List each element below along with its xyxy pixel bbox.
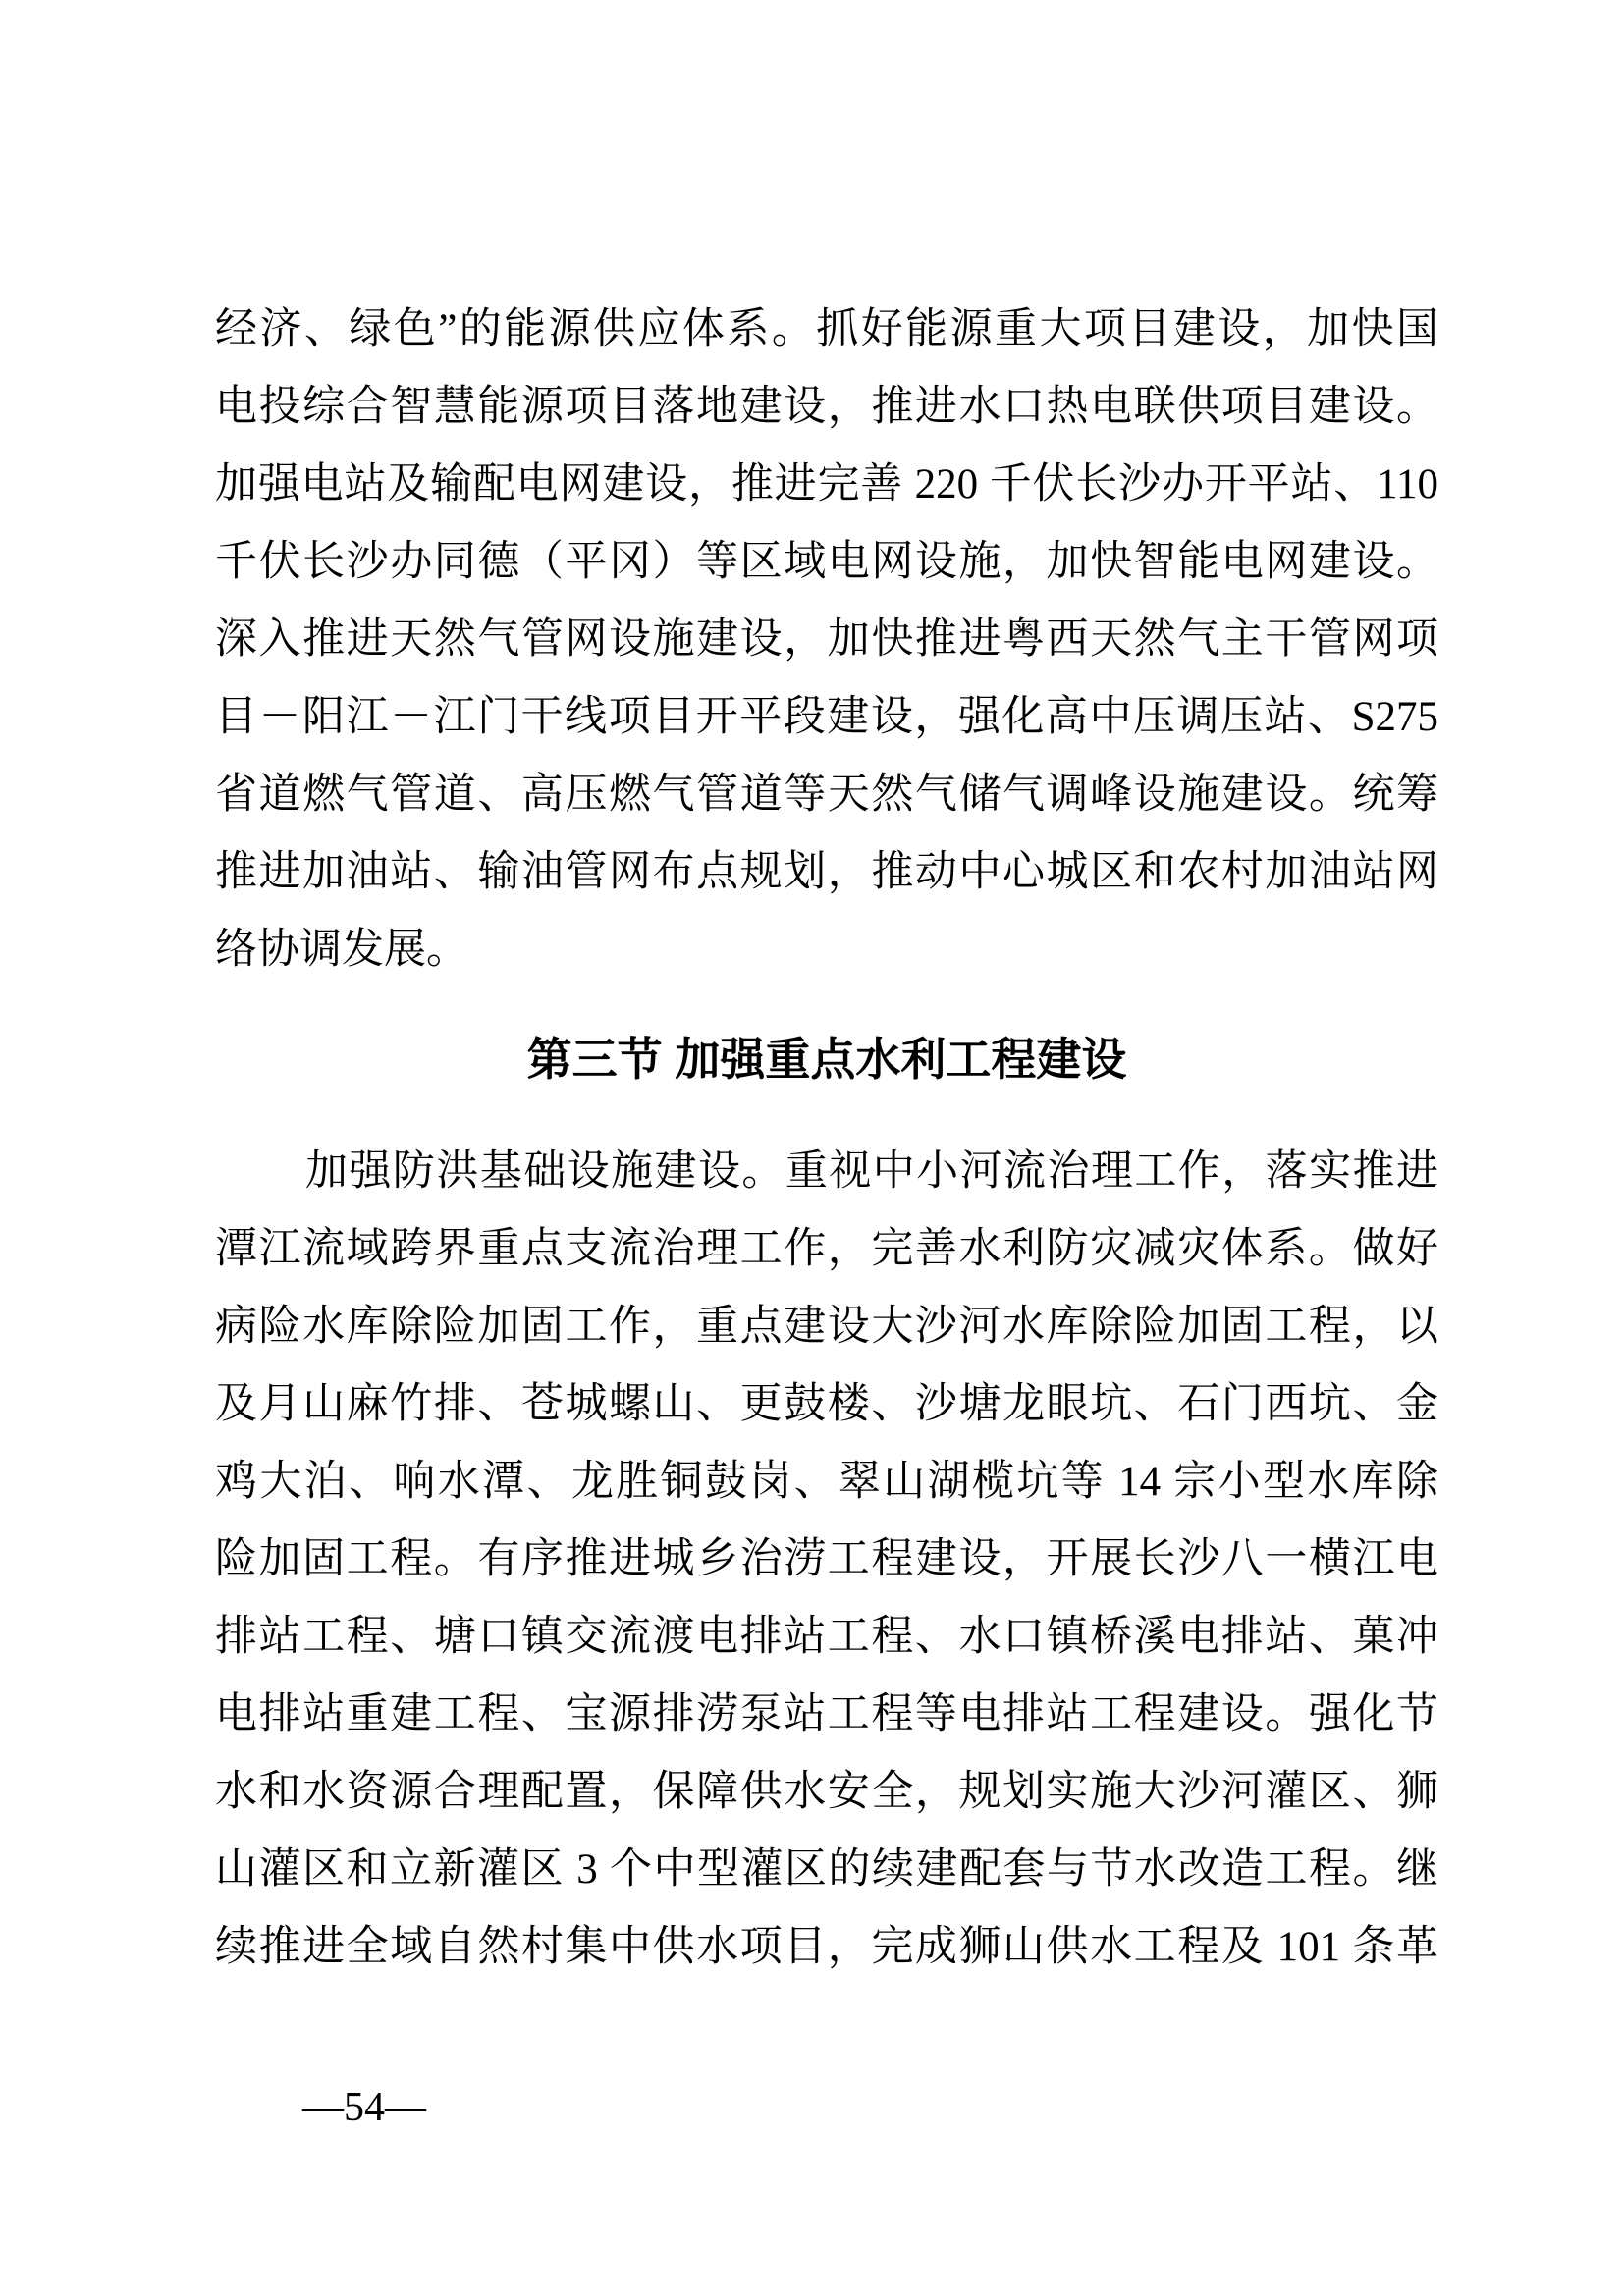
text-line: 续推进全域自然村集中供水项目，完成狮山供水工程及 101 条革 xyxy=(215,1924,1438,1970)
paragraph-energy-supply xyxy=(215,291,1438,988)
text-line: 潭江流域跨界重点支流治理工作，完善水利防灾减灾体系。做好 xyxy=(215,1226,1438,1272)
text-line: 排站工程、塘口镇交流渡电排站工程、水口镇桥溪电排站、菓冲 xyxy=(215,1614,1438,1660)
text-line: 鸡大泊、响水潭、龙胜铜鼓岗、翠山湖榄坑等 14 宗小型水库除 xyxy=(215,1459,1438,1505)
text-line: 千伏长沙办同德（平冈）等区域电网设施，加快智能电网建设。 xyxy=(215,539,1438,585)
text-line: 省道燃气管道、高压燃气管道等天然气储气调峰设施建设。统筹 xyxy=(215,772,1438,818)
text-line: 目－阳江－江门干线项目开平段建设，强化高中压调压站、S275 xyxy=(215,694,1438,740)
page-number: —54— xyxy=(302,2085,426,2130)
text-line: 络协调发展。 xyxy=(215,927,468,973)
text-line: 推进加油站、输油管网布点规划，推动中心城区和农村加油站网 xyxy=(215,849,1438,895)
text-line: 水和水资源合理配置，保障供水安全，规划实施大沙河灌区、狮 xyxy=(215,1769,1438,1815)
text-line: 险加固工程。有序推进城乡治涝工程建设，开展长沙八一横江电 xyxy=(215,1536,1438,1582)
text-line: 及月山麻竹排、苍城螺山、更鼓楼、沙塘龙眼坑、石门西坑、金 xyxy=(215,1381,1438,1427)
text-line: 经济、绿色”的能源供应体系。抓好能源重大项目建设，加快国 xyxy=(215,306,1438,352)
paragraph-water-projects xyxy=(215,1133,1438,1986)
text-line: 电排站重建工程、宝源排涝泵站工程等电排站工程建设。强化节 xyxy=(215,1691,1438,1737)
text-line: 加强防洪基础设施建设。重视中小河流治理工作，落实推进 xyxy=(305,1148,1438,1195)
text-line: 病险水库除险加固工作，重点建设大沙河水库除险加固工程，以 xyxy=(215,1304,1438,1350)
text-line: 加强电站及输配电网建设，推进完善 220 千伏长沙办开平站、110 xyxy=(215,461,1438,507)
section-heading: 第三节 加强重点水利工程建设 xyxy=(526,1034,1127,1085)
text-line: 深入推进天然气管网设施建设，加快推进粤西天然气主干管网项 xyxy=(215,616,1438,663)
text-line: 山灌区和立新灌区 3 个中型灌区的续建配套与节水改造工程。继 xyxy=(215,1846,1438,1893)
text-line: 电投综合智慧能源项目落地建设，推进水口热电联供项目建设。 xyxy=(215,384,1438,430)
